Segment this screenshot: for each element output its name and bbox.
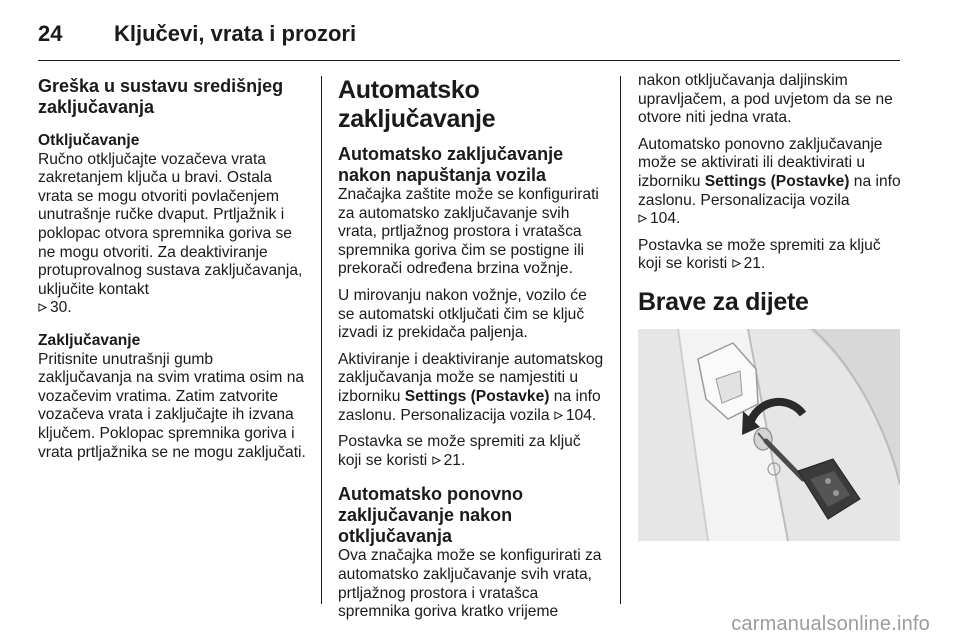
paragraph-3: [338, 351, 606, 425]
relock-settings-text-post: na info zaslonu. Personalizacija vozila: [638, 172, 901, 209]
lock-label: Zaključavanje: [38, 331, 141, 349]
main-title-automatic-locking: Automatsko zaključavanje: [338, 76, 496, 133]
section-title-central-locking-fault: Greška u sustavu središnjeg zaključavanja: [38, 76, 284, 117]
unlock-text: Ručno otključajte vozačeva vrata zakretanjem ključa u bravi. Ostala vrata se mogu otvoriti povlačenjem unutrašnje ručke dvaput. Prtljažnik i poklopac otvora spremnika goriva se ne mogu otvoriti. Za deaktiviranje protuprovalnog sustava zaključavanja, uključite kontakt: [38, 150, 303, 298]
paragraph-5: Ova značajka može se konfigurirati za automatsko zaključavanje svih vrata, prtljažnog prostora i vratašca spremnika goriva kratko vrijeme: [338, 547, 602, 621]
relock-settings-text: Automatsko ponovno zaključavanje može se aktivirati ili deaktivirati u izborniku: [638, 135, 883, 190]
page-reference-arrow-icon: [732, 259, 741, 268]
lock-text: Pritisnite unutrašnji gumb zaključavanja na svim vratima osim na vozačevim vratima. Zatim zatvorite vozačeva vrata i zaključajte ih izvana ključem. Poklopac spremnika goriva i vrata prtljažnika se ne mogu zaključati.: [38, 350, 306, 461]
paragraph-3-page-ref: 104.: [565, 406, 597, 424]
paragraph-1: Značajka zaštite može se konfigurirati za automatsko zaključavanje svih vrata, prtljažnog prostora i vratašca spremnika goriva čim se postigne ili prekorači određena brzina vožnje.: [338, 186, 599, 278]
chapter-title: Ključevi, vrata i prozori: [114, 21, 357, 46]
paragraph-relock-settings: [638, 136, 904, 229]
unlock-label: Otključavanje: [38, 132, 140, 149]
unlock-paragraph: [38, 132, 306, 318]
relock-page-ref: 104.: [650, 210, 681, 228]
paragraph-3-text: Aktiviranje i deaktiviranje automatskog zaključavanja može se namjestiti u izborniku: [338, 350, 604, 405]
lock-paragraph: [38, 332, 306, 462]
page-header: [38, 14, 898, 54]
page-number: 24: [38, 21, 63, 46]
child-lock-drawing: [638, 329, 900, 541]
page-reference-arrow-icon: [638, 214, 647, 223]
unlock-page-ref: 30.: [50, 299, 72, 317]
page-reference-arrow-icon: [554, 411, 563, 420]
key-save-page-ref: 21.: [743, 255, 766, 273]
key-save-text: Postavka se može spremiti za ključ koji se koristi: [638, 236, 881, 273]
column-3: [638, 72, 904, 541]
column-2: [338, 72, 606, 630]
page-reference-arrow-icon: [432, 456, 441, 465]
paragraph-2: U mirovanju nakon vožnje, vozilo će se automatski otključati čim se ključ izvadi iz prekidača paljenja.: [338, 286, 587, 342]
column-divider-1: [321, 76, 322, 604]
page-reference-arrow-icon: [38, 303, 47, 312]
subtitle-auto-lock-after-leaving: Automatsko zaključavanje nakon napuštanja vozila: [338, 144, 564, 185]
paragraph-continued: nakon otključavanja daljinskim upravljačem, a pod uvjetom da se ne otvore niti jedna vrata.: [638, 72, 893, 127]
section-title-child-locks: Brave za dijete: [638, 287, 809, 316]
paragraph-3-text-post: na info zaslonu. Personalizacija vozila: [338, 387, 601, 424]
paragraph-4-text: Postavka se može spremiti za ključ koji se koristi: [338, 433, 581, 469]
header-divider: [38, 60, 900, 61]
settings-menu-label: Settings (Postavke): [404, 387, 550, 405]
settings-menu-label: Settings (Postavke): [704, 172, 850, 190]
column-1: [38, 72, 306, 470]
paragraph-4-page-ref: 21.: [443, 451, 466, 469]
subtitle-auto-relock: Automatsko ponovno zaključavanje nakon otključavanja: [338, 484, 523, 547]
watermark: carmanualsonline.info: [731, 613, 930, 635]
paragraph-key-save: [638, 237, 904, 274]
child-lock-illustration: [638, 329, 900, 541]
column-divider-2: [620, 76, 621, 604]
paragraph-4: [338, 433, 606, 470]
